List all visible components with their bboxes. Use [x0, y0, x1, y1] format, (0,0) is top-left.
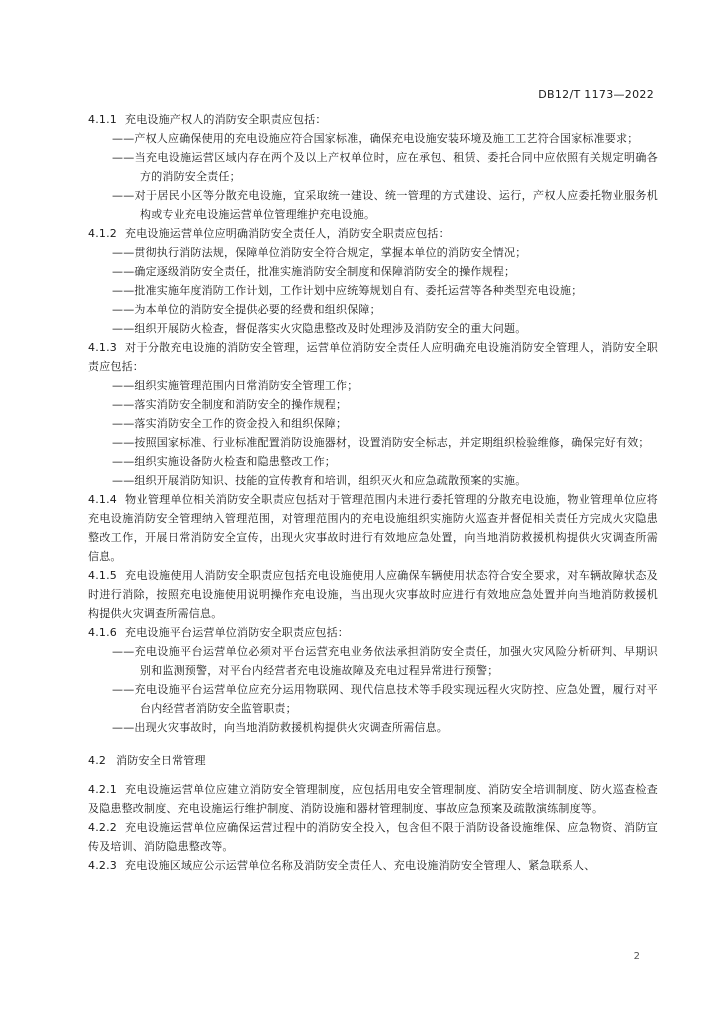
list-item: ——产权人应确保使用的充电设施应符合国家标准，确保充电设施安装环境及施工工艺符合国家标准要求；	[112, 132, 639, 145]
clause-4-1-4	[88, 490, 658, 566]
clause-number: 4.2.1	[88, 783, 117, 796]
clause-paragraph	[88, 566, 658, 623]
clause-number: 4.2.3	[88, 859, 117, 872]
list-item: ——组织实施设备防火检查和隐患整改工作；	[112, 455, 336, 468]
clause-4-1-5	[88, 566, 658, 623]
clause-paragraph	[88, 856, 658, 875]
list-item: ——批准实施年度消防工作计划，工作计划中应统筹规划自有、委托运营等各种类型充电设施；	[112, 284, 583, 297]
clause-paragraph	[88, 490, 658, 566]
clause-paragraph	[88, 110, 658, 129]
clause-4-1-3	[88, 338, 658, 490]
list-item: ——组织开展防火检查，督促落实火灾隐患整改及时处理涉及消防安全的重大问题。	[112, 322, 527, 335]
list-item: ——贯彻执行消防法规，保障单位消防安全符合规定，掌握本单位的消防安全情况；	[112, 246, 527, 259]
section-number: 4.2	[88, 754, 107, 767]
clause-4-1-6	[88, 623, 658, 737]
section-heading-4-2	[88, 751, 658, 770]
section-title: 消防安全日常管理	[116, 754, 206, 767]
list-item: ——为本单位的消防安全提供必要的经费和组织保障；	[112, 303, 381, 316]
list-item: ——按照国家标准、行业标准配置消防设施器材，设置消防安全标志，并定期组织检验维修，确保完好有效；	[112, 436, 650, 449]
clause-number: 4.1.5	[88, 569, 117, 582]
clause-text: 充电设施运营单位应建立消防安全管理制度，应包括用电安全管理制度、消防安全培训制度、防火巡查检查及隐患整改制度、充电设施运行维护制度、消防设施和器材管理制度、事故应急预案及疏散演练制度等。	[88, 783, 658, 815]
list-item: ——出现火灾事故时，向当地消防救援机构提供火灾调查所需信息。	[112, 721, 448, 734]
clause-text: 充电设施使用人消防安全职责应包括充电设施使用人应确保车辆使用状态符合安全要求，对车辆故障状态及时进行消除，按照充电设施使用说明操作充电设施，当出现火灾事故时应进行有效地应急处置并向当地消防救援机构提供火灾调查所需信息。	[88, 569, 658, 620]
clause-text: 物业管理单位相关消防安全职责应包括对于管理范围内未进行委托管理的分散充电设施，物业管理单位应将充电设施消防安全管理纳入管理范围，对管理范围内的充电设施组织实施防火巡查并督促相关责任方完成火灾隐患整改工作，开展日常消防安全宣传，出现火灾事故时进行有效地应急处置，向当地消防救援机构提供火灾调查所需信息。	[88, 493, 658, 563]
clause-number: 4.2.2	[88, 821, 117, 834]
clause-paragraph	[88, 780, 658, 818]
list-item: ——充电设施平台运营单位必须对平台运营充电业务依法承担消防安全责任，加强火灾风险分析研判、早期识别和监测预警，对平台内经营者充电设施故障及充电过程异常进行预警；	[112, 645, 658, 677]
clause-4-2-2	[88, 818, 658, 856]
clause-paragraph	[88, 623, 658, 642]
clause-paragraph	[88, 224, 658, 243]
clause-4-2-1	[88, 780, 658, 818]
page-number: 2	[633, 951, 640, 962]
list-item: ——组织开展消防知识、技能的宣传教育和培训，组织灭火和应急疏散预案的实施。	[112, 474, 527, 487]
clause-text: 充电设施区域应公示运营单位名称及消防安全责任人、充电设施消防安全管理人、紧急联系人、	[125, 859, 596, 872]
list-item: ——落实消防安全工作的资金投入和组织保障；	[112, 417, 348, 430]
list-item: ——充电设施平台运营单位应充分运用物联网、现代信息技术等手段实现远程火灾防控、应急处置，履行对平台内经营者消防安全监管职责；	[112, 683, 658, 715]
clause-number: 4.1.3	[88, 341, 117, 354]
clause-text: 充电设施运营单位应明确消防安全责任人，消防安全职责应包括：	[125, 227, 450, 240]
list-item: ——落实消防安全制度和消防安全的操作规程；	[112, 398, 348, 411]
clause-text: 对于分散充电设施的消防安全管理，运营单位消防安全责任人应明确充电设施消防安全管理人，消防安全职责应包括：	[88, 341, 658, 373]
list-item: ——当充电设施运营区域内存在两个及以上产权单位时，应在承包、租赁、委托合同中应依照有关规定明确各方的消防安全责任；	[112, 151, 658, 183]
clause-number: 4.1.4	[88, 493, 117, 506]
list-item: ——确定逐级消防安全责任，批准实施消防安全制度和保障消防安全的操作规程；	[112, 265, 516, 278]
clause-number: 4.1.2	[88, 227, 117, 240]
clause-paragraph	[88, 338, 658, 376]
clause-text: 充电设施产权人的消防安全职责应包括：	[125, 113, 327, 126]
clause-text: 充电设施平台运营单位消防安全职责应包括：	[125, 626, 349, 639]
clause-number: 4.1.1	[88, 113, 117, 126]
list-item: ——对于居民小区等分散充电设施，宜采取统一建设、统一管理的方式建设、运行，产权人应委托物业服务机构或专业充电设施运营单位管理维护充电设施。	[112, 189, 658, 221]
clause-text: 充电设施运营单位应确保运营过程中的消防安全投入，包含但不限于消防设备设施维保、应急物资、消防宣传及培训、消防隐患整改等。	[88, 821, 658, 853]
standard-code: DB12/T 1173—2022	[538, 88, 654, 101]
clause-4-1-1	[88, 110, 658, 224]
clause-4-2-3	[88, 856, 658, 875]
list-item: ——组织实施管理范围内日常消防安全管理工作；	[112, 379, 359, 392]
document-body	[88, 110, 658, 875]
clause-number: 4.1.6	[88, 626, 117, 639]
clause-4-1-2	[88, 224, 658, 338]
clause-paragraph	[88, 818, 658, 856]
